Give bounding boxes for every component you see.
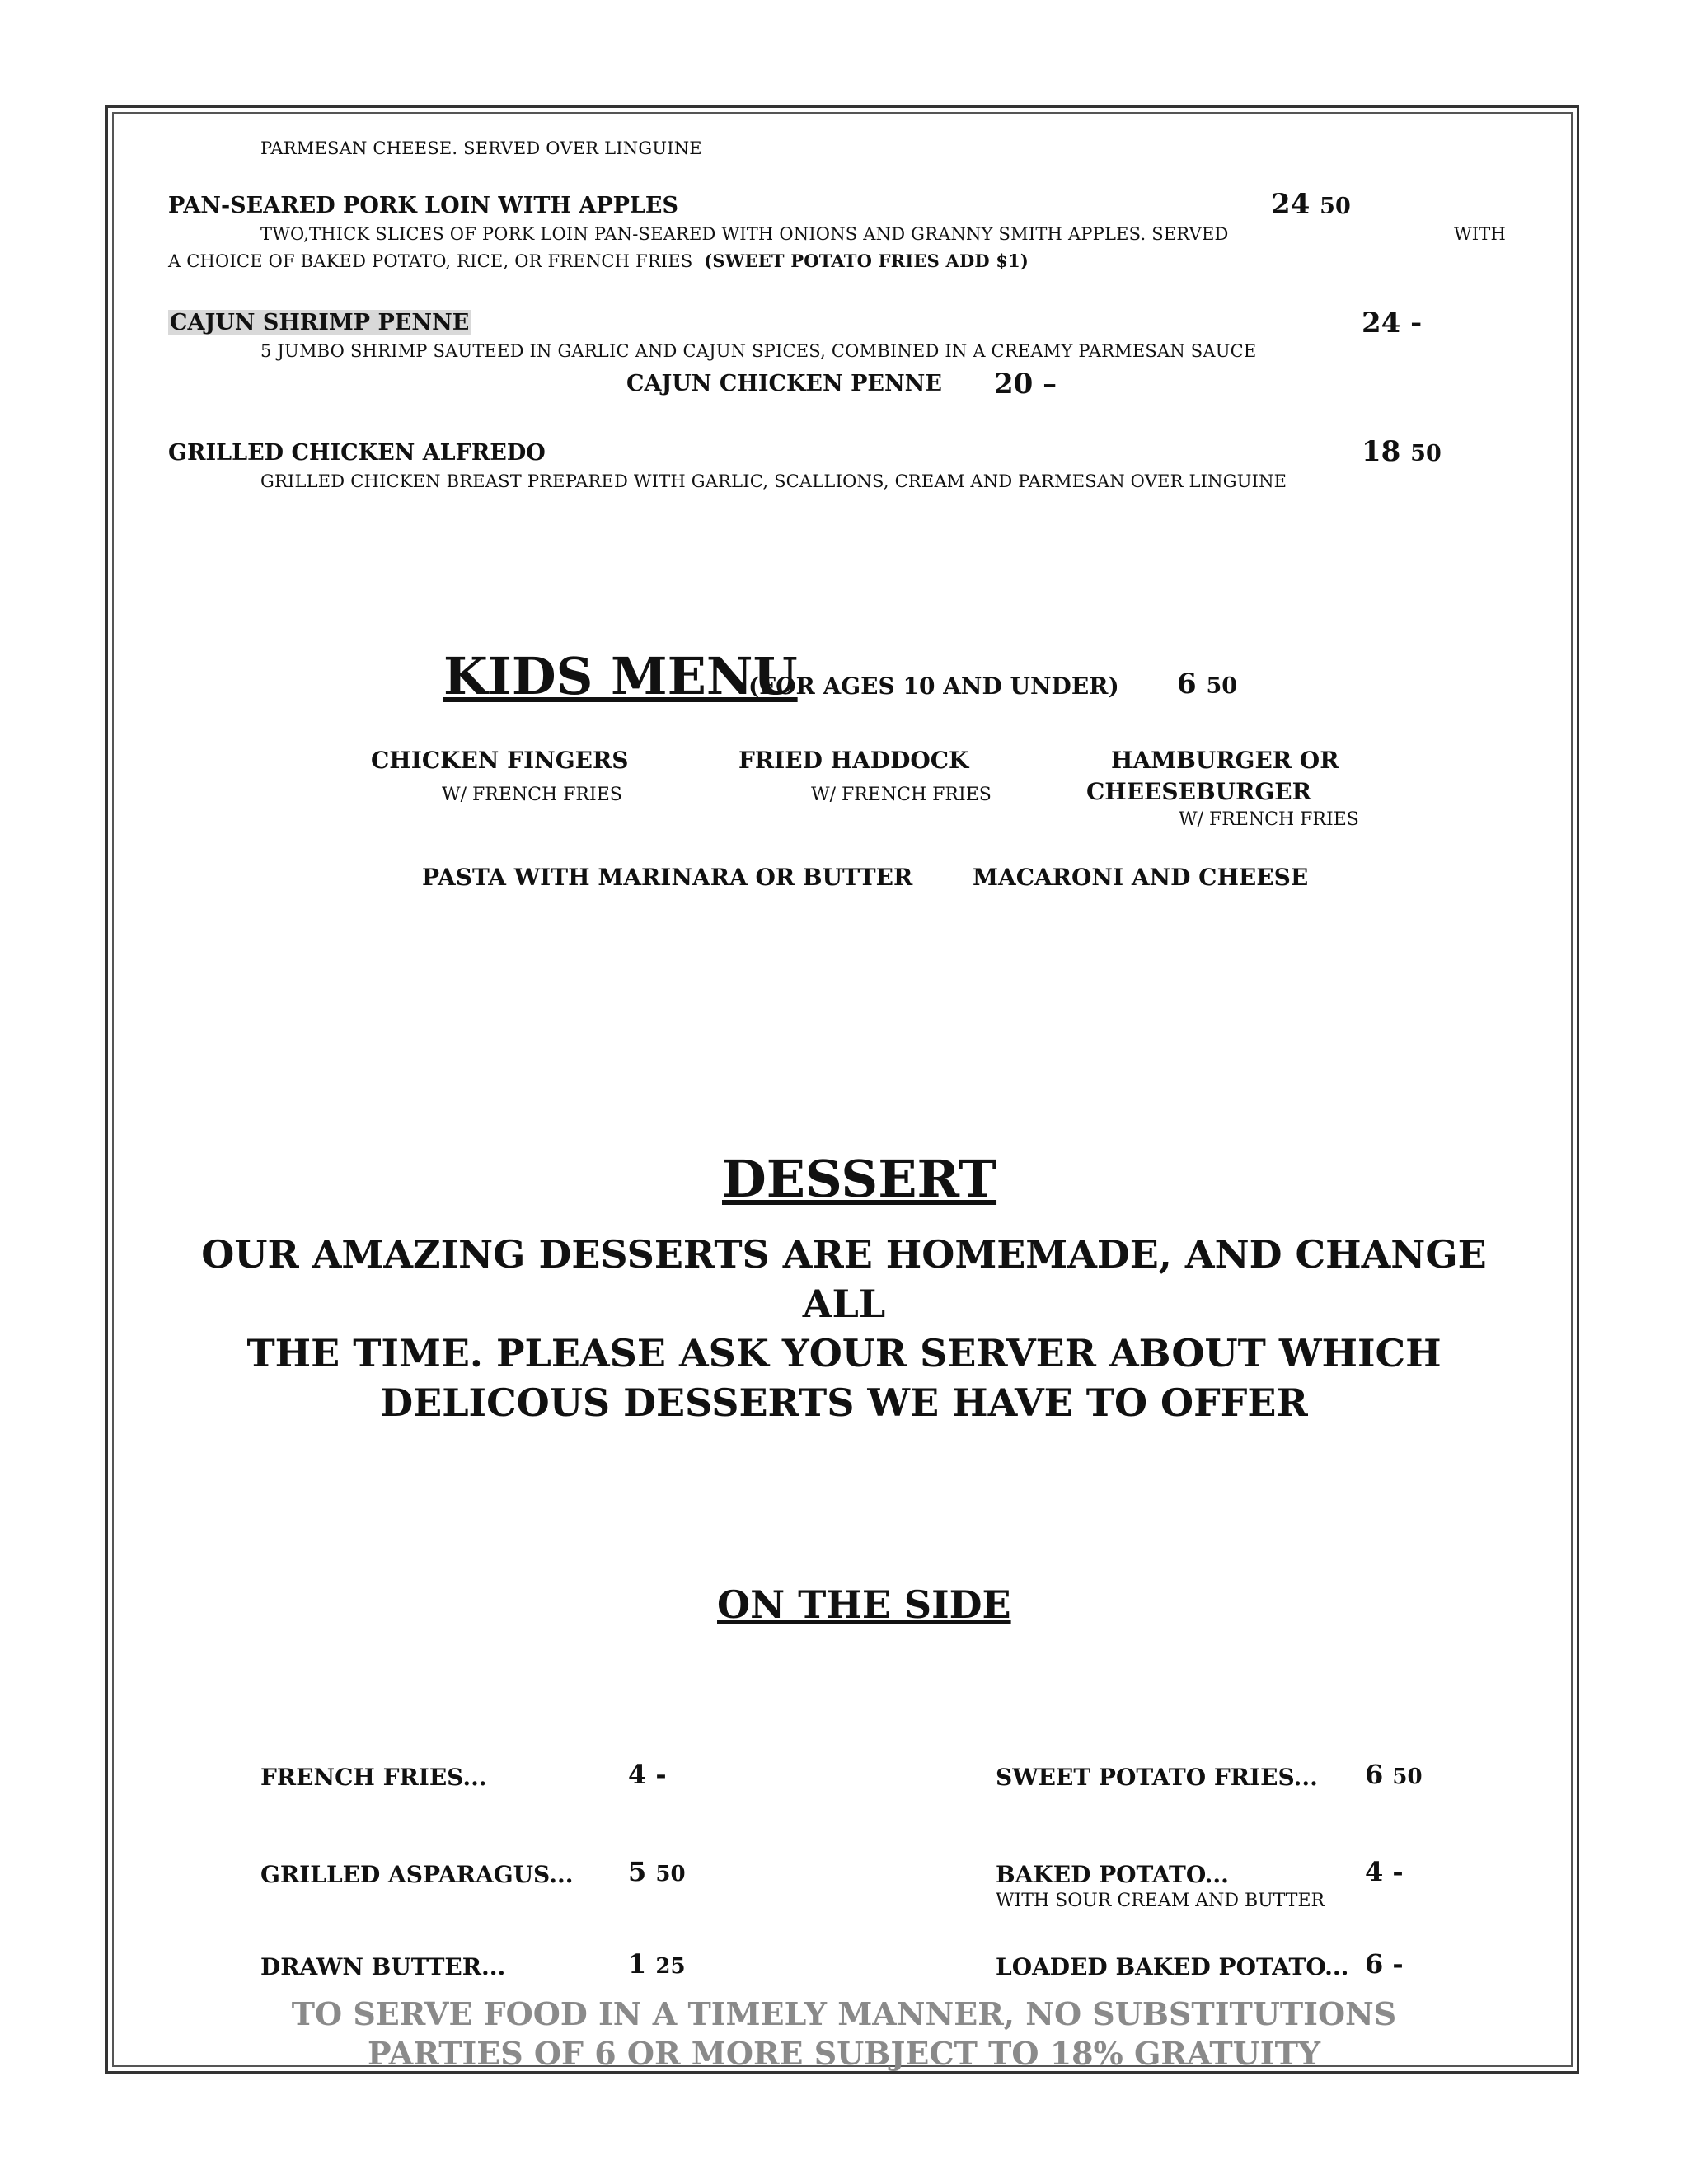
grilled-chicken-alfredo-price: 18 50	[1362, 435, 1442, 468]
menu-footer-notice: TO SERVE FOOD IN A TIMELY MANNER, NO SUBSTITUTIONS PARTIES OF 6 OR MORE SUBJECT TO 18% GRATUITY	[291, 1995, 1397, 2072]
kids-item-pasta: PASTA WITH MARINARA OR BUTTER	[422, 864, 913, 891]
kids-item-fried-haddock: FRIED HADDOCK	[738, 747, 969, 774]
pork-loin-description-line2: A CHOICE OF BAKED POTATO, RICE, OR FRENCH FRIES (SWEET POTATO FRIES ADD $1)	[168, 251, 1029, 271]
pork-loin-price: 24 50	[1271, 188, 1351, 221]
kids-item-burger-line1: HAMBURGER OR	[1111, 747, 1339, 774]
dessert-description: OUR AMAZING DESSERTS ARE HOMEMADE, AND CHANGE ALL THE TIME. PLEASE ASK YOUR SERVER ABOUT WHICH DELICOUS DESSERTS WE HAVE TO OFFER	[201, 1232, 1487, 1425]
side-loaded-baked-potato-price: 6 -	[1365, 1948, 1404, 1980]
pork-loin-description-with: WITH	[1454, 224, 1507, 244]
side-baked-potato-price: 4 -	[1365, 1856, 1404, 1887]
kids-item-burger-side: W/ FRENCH FRIES	[1179, 809, 1359, 830]
side-baked-potato: BAKED POTATO...	[996, 1861, 1229, 1888]
side-grilled-asparagus-price: 5 50	[628, 1856, 686, 1887]
carryover-description: PARMESAN CHEESE. SERVED OVER LINGUINE	[260, 138, 702, 158]
pork-loin-name: PAN-SEARED PORK LOIN WITH APPLES	[168, 193, 678, 218]
side-sweet-potato-fries: SWEET POTATO FRIES...	[996, 1764, 1318, 1791]
cajun-shrimp-penne-description: 5 JUMBO SHRIMP SAUTEED IN GARLIC AND CAJUN SPICES, COMBINED IN A CREAMY PARMESAN SAUCE	[260, 341, 1257, 361]
kids-item-burger-line2: CHEESEBURGER	[1086, 778, 1311, 805]
side-french-fries: FRENCH FRIES...	[260, 1764, 487, 1791]
side-drawn-butter-price: 1 25	[628, 1948, 686, 1980]
dessert-title: DESSERT	[722, 1149, 997, 1209]
kids-item-fried-haddock-side: W/ FRENCH FRIES	[811, 785, 992, 805]
kids-menu-title: KIDS MENU	[443, 646, 798, 706]
grilled-chicken-alfredo-name: GRILLED CHICKEN ALFREDO	[168, 440, 546, 466]
side-baked-potato-note: WITH SOUR CREAM AND BUTTER	[996, 1891, 1325, 1911]
side-loaded-baked-potato: LOADED BAKED POTATO...	[996, 1953, 1349, 1980]
kids-item-chicken-fingers-side: W/ FRENCH FRIES	[442, 785, 622, 805]
cajun-chicken-penne-name: CAJUN CHICKEN PENNE	[626, 371, 942, 396]
cajun-chicken-penne-price: 20 –	[994, 368, 1057, 401]
grilled-chicken-alfredo-description: GRILLED CHICKEN BREAST PREPARED WITH GARLIC, SCALLIONS, CREAM AND PARMESAN OVER LINGUINE	[260, 471, 1287, 491]
kids-menu-price: 6 50	[1177, 668, 1238, 701]
side-drawn-butter: DRAWN BUTTER...	[260, 1953, 506, 1980]
cajun-shrimp-penne-name: CAJUN SHRIMP PENNE	[170, 310, 470, 335]
side-sweet-potato-fries-price: 6 50	[1365, 1759, 1423, 1790]
kids-menu-subtitle: (FOR AGES 10 AND UNDER)	[748, 673, 1119, 700]
side-grilled-asparagus: GRILLED ASPARAGUS...	[260, 1861, 574, 1888]
cajun-shrimp-penne-price: 24 -	[1362, 307, 1423, 340]
kids-item-chicken-fingers: CHICKEN FINGERS	[371, 747, 629, 774]
kids-item-mac-and-cheese: MACARONI AND CHEESE	[973, 864, 1309, 891]
pork-loin-description-line1: TWO,THICK SLICES OF PORK LOIN PAN-SEARED WITH ONIONS AND GRANNY SMITH APPLES. SERVED	[260, 224, 1229, 244]
on-the-side-title: ON THE SIDE	[717, 1582, 1011, 1627]
side-french-fries-price: 4 -	[628, 1759, 667, 1790]
